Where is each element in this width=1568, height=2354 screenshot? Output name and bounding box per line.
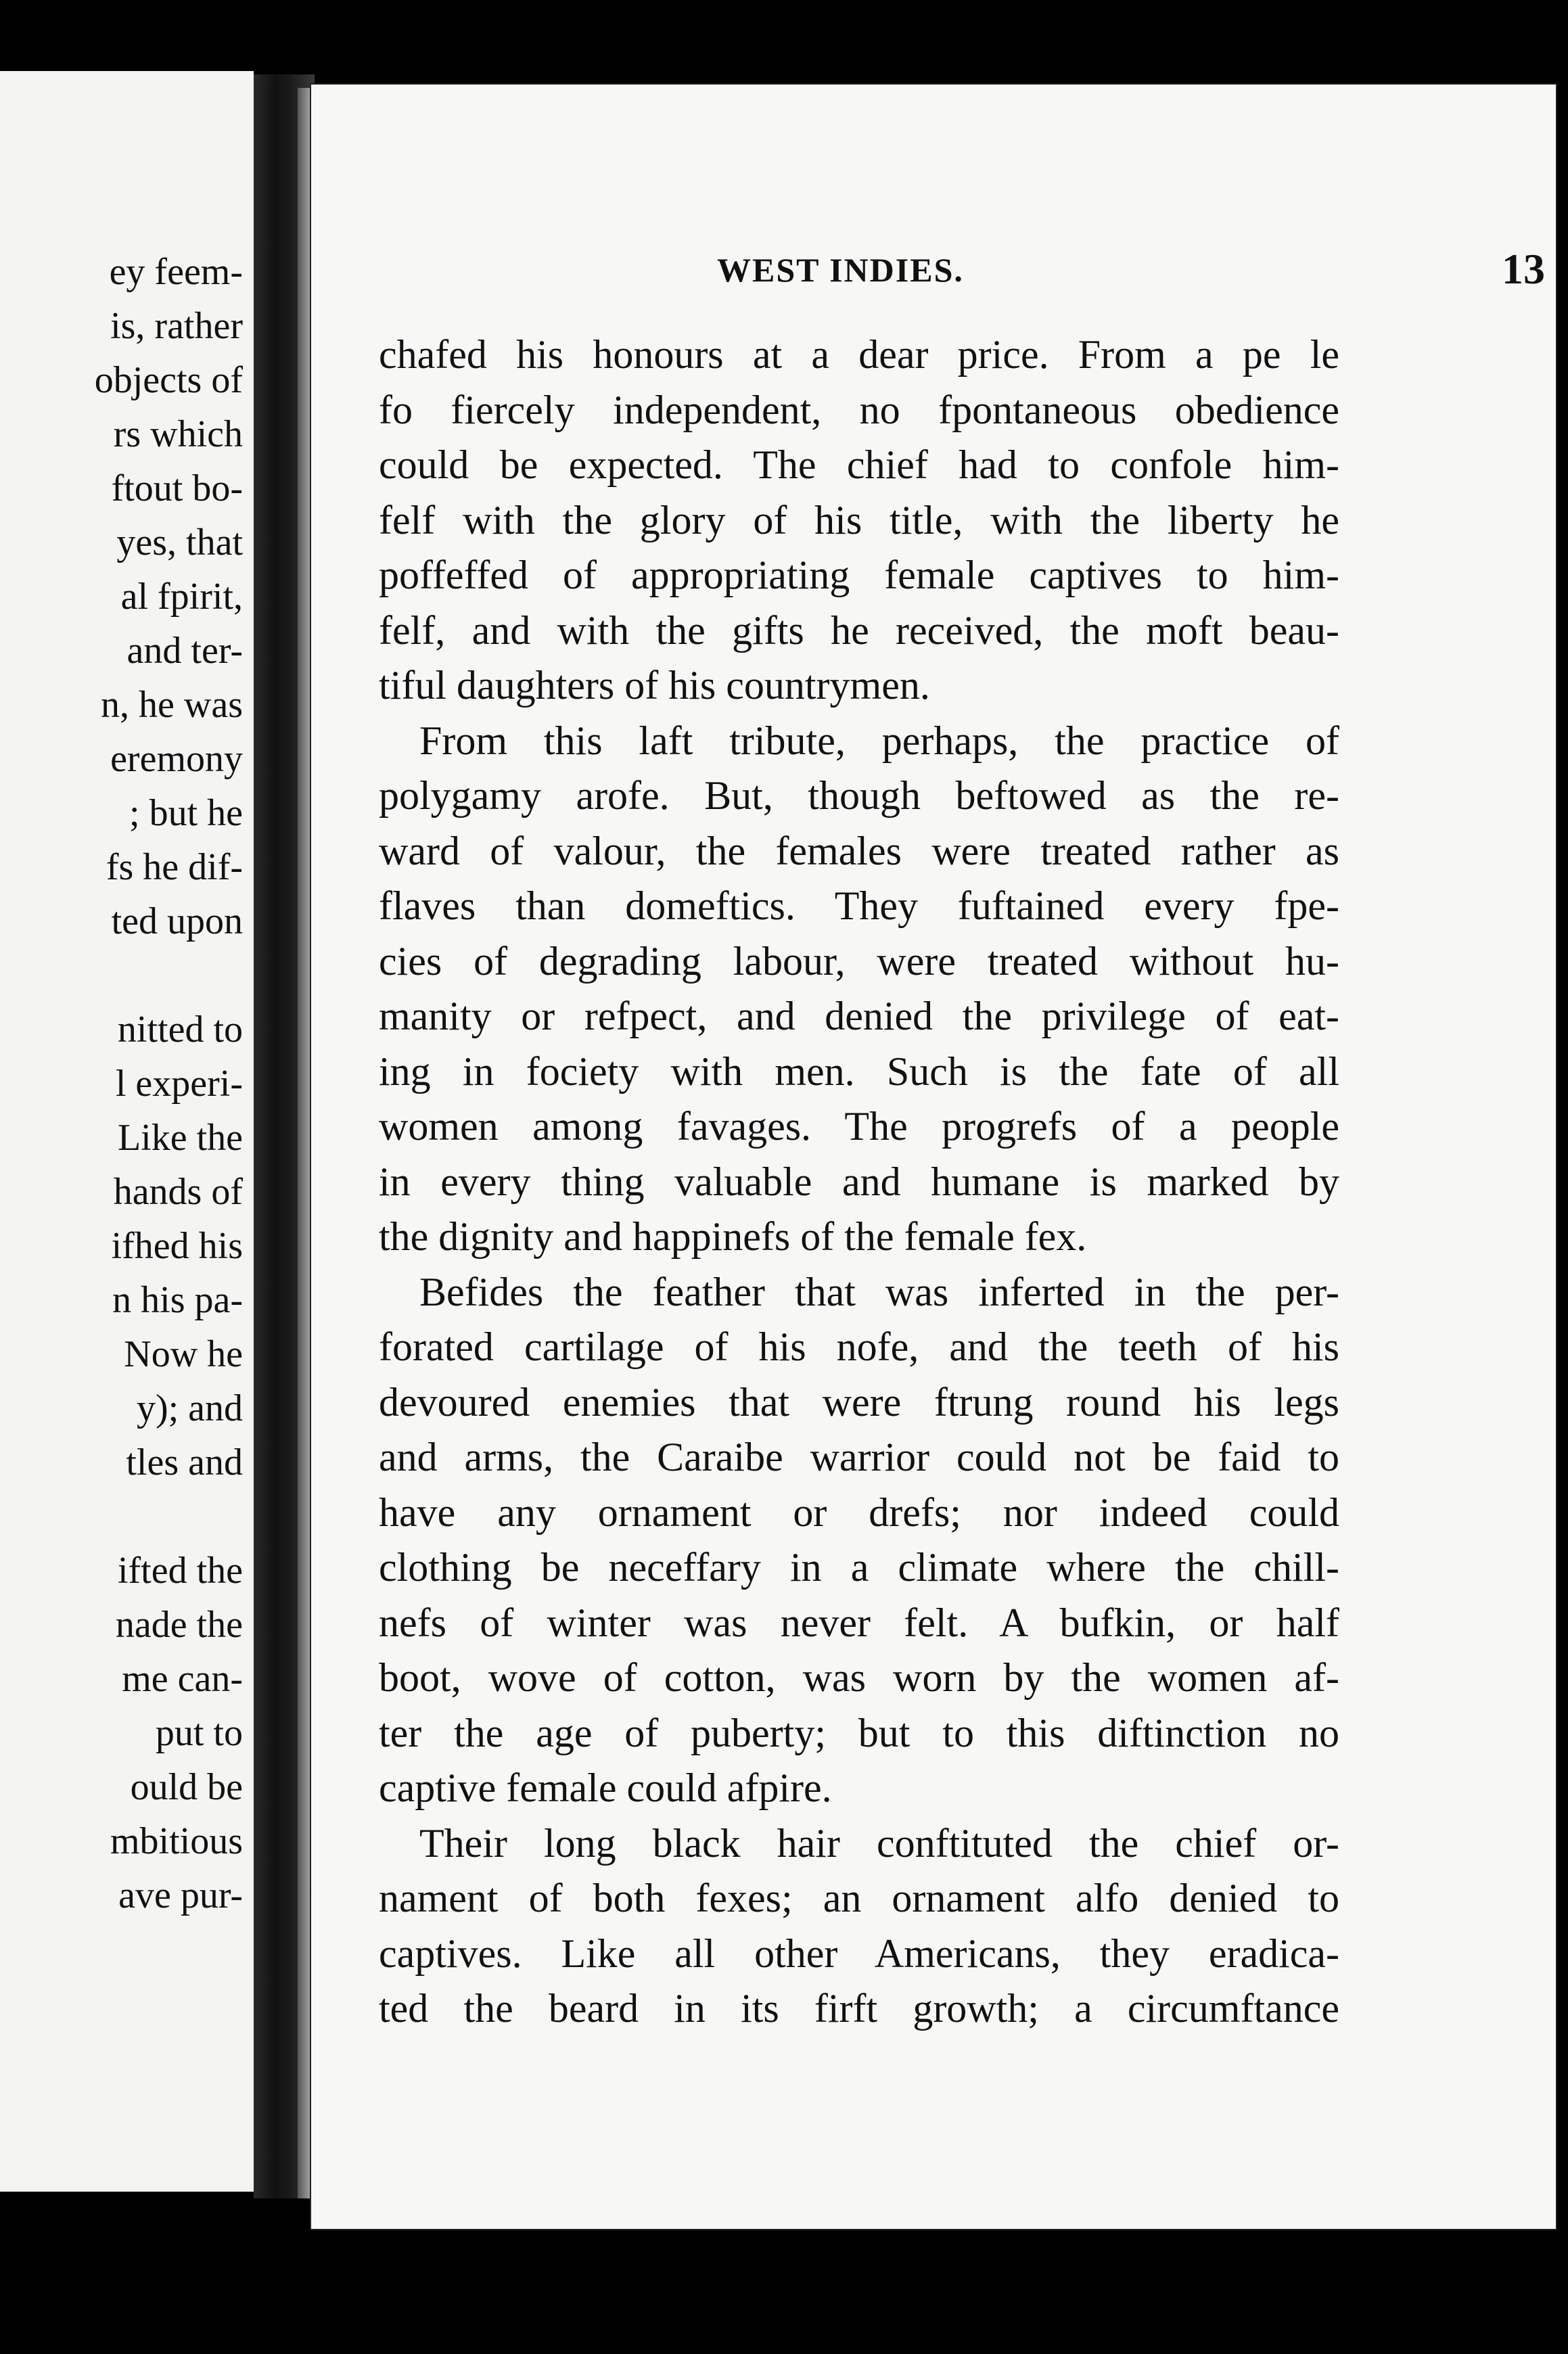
body-line: nefs of winter was never felt. A bufkin, or half [379,1600,1339,1645]
body-line: chafed his honours at a dear price. From a pe le [379,332,1339,377]
body-line: captives. Like all other Americans, they eradica- [379,1931,1339,1976]
body-line: felf with the glory of his title, with the liberty he [379,497,1339,543]
body-line: ing in fociety with men. Such is the fate of all [379,1048,1339,1094]
left-page-line: al fpirit, [120,576,243,618]
left-page-line: rs which [113,413,243,455]
body-line: ward of valour, the females were treated rather as [379,828,1339,873]
body-line: women among favages. The progrefs of a people [379,1104,1339,1149]
left-page-line: fs he dif- [106,846,243,888]
left-page-line: n, he was [101,684,243,726]
left-page-line: ; but he [129,792,243,834]
body-line: polygamy arofe. But, though beftowed as the re- [379,773,1339,818]
body-line: ter the age of puberty; but to this diftinction no [379,1710,1339,1755]
body-line: fo fiercely independent, no fpontaneous obedience [379,387,1339,432]
left-page-line: y); and [136,1387,243,1429]
body-line: manity or refpect, and denied the privilege of eat- [379,994,1339,1038]
left-page-line: tles and [126,1441,243,1483]
page-number: 13 [1502,245,1545,293]
body-line: From this laft tribute, perhaps, the practice of [419,718,1339,763]
body-line: ted the beard in its firft growth; a circumftance [379,1986,1339,2031]
body-line: Befides the feather that was inferted in the per- [419,1269,1339,1314]
body-line: the dignity and happinefs of the female fex. [379,1214,1087,1259]
body-line: tiful daughters of his countrymen. [379,663,930,708]
body-line: devoured enemies that were ftrung round his legs [379,1379,1339,1425]
body-line: boot, wove of cotton, was worn by the women af- [379,1655,1339,1700]
left-facing-page [0,71,254,2192]
body-line: clothing be neceffary in a climate where the chill- [379,1545,1339,1590]
left-page-line: objects of [94,359,243,401]
body-line: captive female could afpire. [379,1766,832,1810]
left-page-line: eremony [110,738,243,780]
body-line: nament of both fexes; an ornament alfo denied to [379,1876,1339,1920]
left-page-line: and ter- [126,630,243,672]
left-page-line: yes, that [116,522,243,563]
body-line: have any ornament or drefs; nor indeed could [379,1490,1339,1535]
left-page-line: me can- [122,1658,243,1700]
running-title: WEST INDIES. [717,251,964,289]
body-line: felf, and with the gifts he received, the moft beau- [379,607,1339,653]
body-line: in every thing valuable and humane is marked by [379,1159,1339,1204]
left-page-line: n his pa- [112,1279,243,1321]
left-page-line: l experi- [115,1063,243,1105]
left-page-line: Like the [117,1117,243,1159]
left-page-line: nade the [115,1604,243,1646]
main-page [311,85,1556,2229]
left-page-line: mbitious [110,1820,243,1862]
body-line: forated cartilage of his nofe, and the teeth of his [379,1324,1339,1369]
left-page-line: Now he [124,1333,243,1375]
left-page-line: nitted to [117,1009,243,1051]
body-line: Their long black hair conftituted the chief or- [419,1820,1339,1866]
left-page-line: ted upon [111,900,243,942]
body-line: cies of degrading labour, were treated without hu- [379,938,1339,984]
left-page-line: ifted the [117,1550,243,1592]
body-line: could be expected. The chief had to confole him- [379,442,1339,487]
left-page-line: ave pur- [118,1874,243,1916]
left-page-line: ould be [130,1766,243,1808]
body-line: poffeffed of appropriating female captives to him- [379,553,1339,597]
left-page-line: ifhed his [111,1225,243,1267]
body-line: flaves than domeftics. They fuftained every fpe- [379,883,1339,928]
body-line: and arms, the Caraibe warrior could not be faid to [379,1435,1339,1479]
left-page-line: ftout bo- [111,467,243,509]
left-page-line: hands of [113,1171,243,1213]
left-page-line: ey feem- [109,251,243,293]
left-page-line: is, rather [110,305,243,347]
left-page-line: put to [155,1712,243,1754]
